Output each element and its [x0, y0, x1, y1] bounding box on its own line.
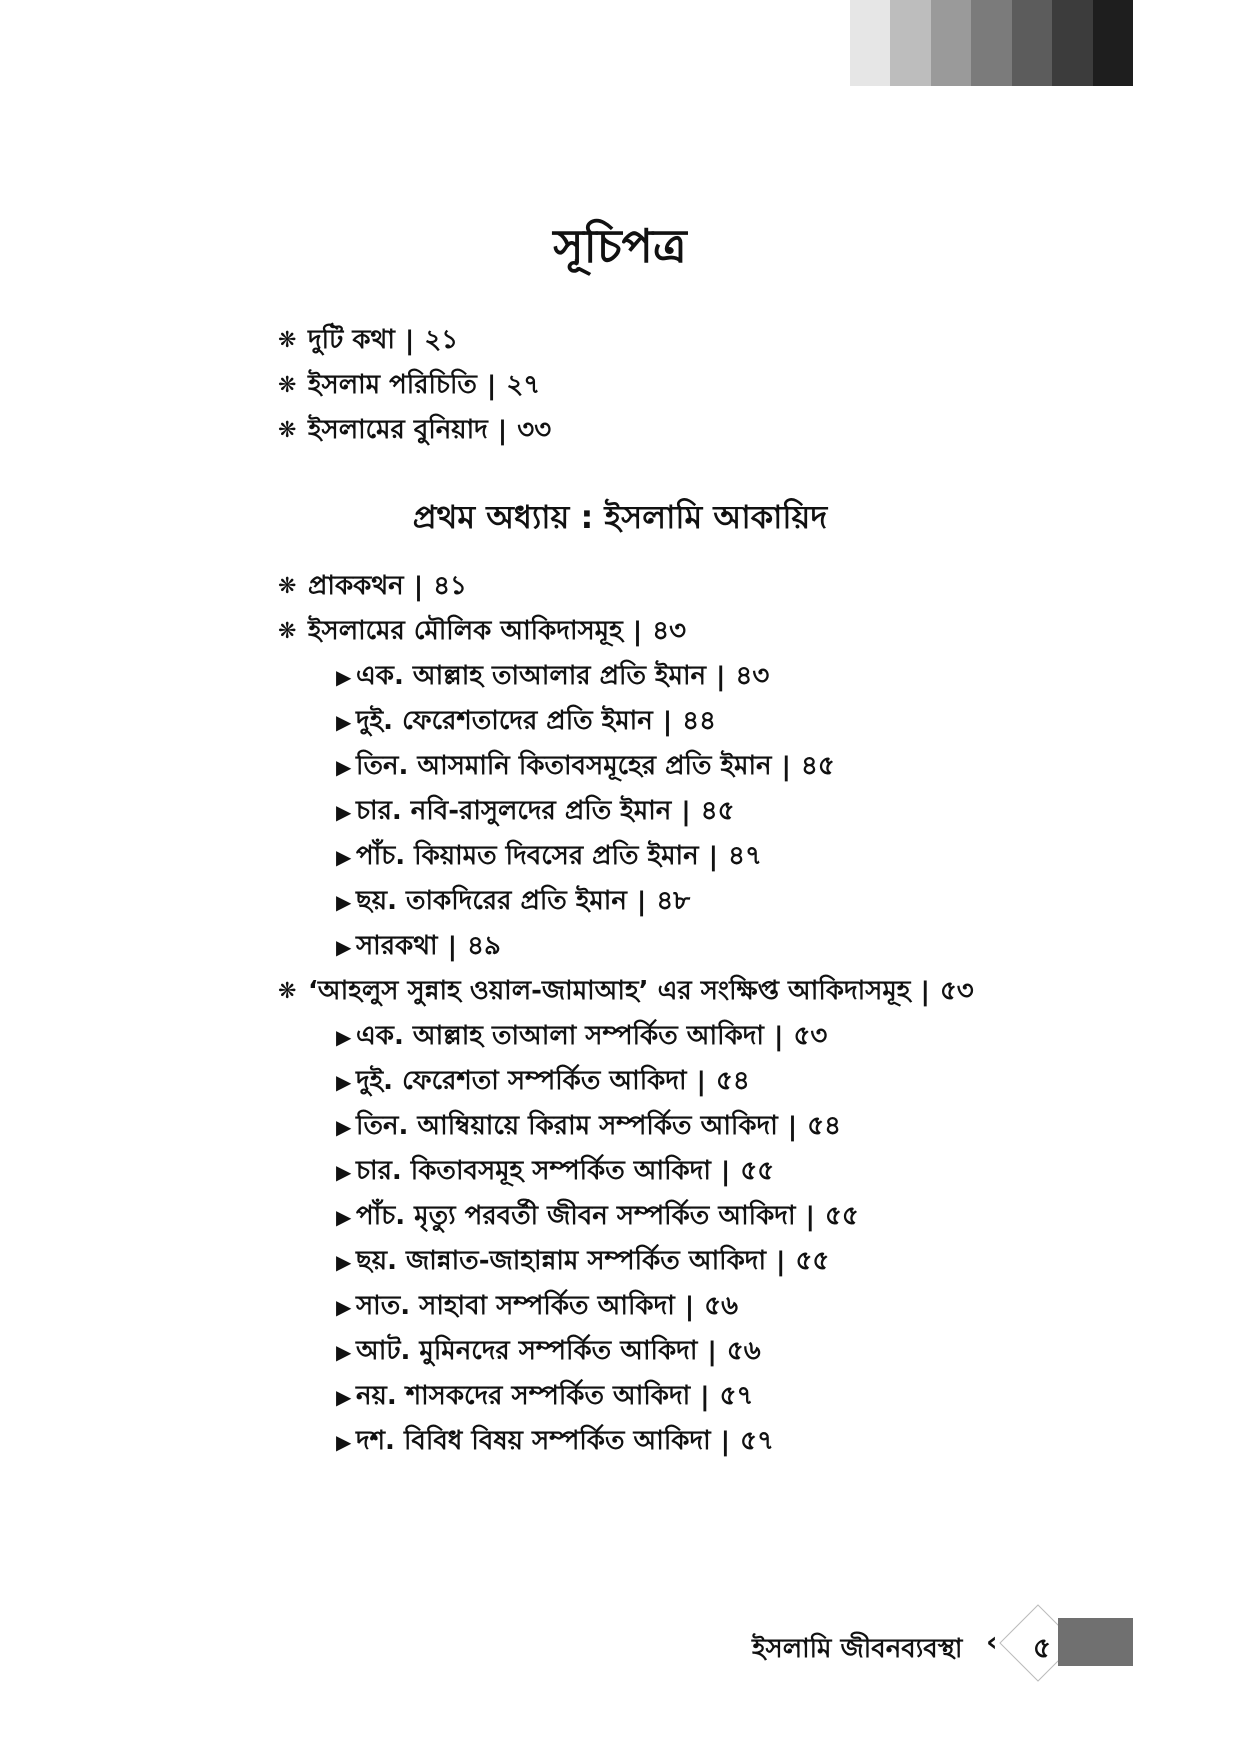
toc-page-number: ৪৫: [801, 750, 835, 781]
toc-page-number: ৫৪: [716, 1065, 750, 1096]
toc-separator: |: [681, 796, 691, 827]
arrow-bullet-icon: ▶: [336, 934, 352, 959]
toc-entry: [278, 834, 1178, 879]
gradient-segment: [931, 0, 971, 86]
toc-entry-label: সাত. সাহাবা সম্পর্কিত আকিদা: [356, 1290, 675, 1321]
flower-bullet-icon: ❋: [278, 979, 297, 1004]
toc-entry-label: দুই. ফেরেশতা সম্পর্কিত আকিদা: [356, 1065, 687, 1096]
toc-entry: [278, 924, 1178, 969]
toc-separator: |: [684, 1291, 695, 1322]
toc-entry-label: পাঁচ. কিয়ামত দিবসের প্রতি ইমান: [356, 840, 699, 871]
arrow-bullet-icon: ▶: [336, 1294, 352, 1319]
toc-entry: [278, 1284, 1178, 1329]
toc-entry: [278, 1104, 1178, 1149]
arrow-bullet-icon: ▶: [336, 844, 352, 869]
toc-entry: [278, 1329, 1178, 1374]
toc-entry-label: প্রাককথন: [308, 570, 404, 601]
toc-entry-label: নয়. শাসকদের সম্পর্কিত আকিদা: [356, 1380, 691, 1411]
toc-page-number: ২১: [424, 324, 459, 355]
flower-bullet-icon: ❋: [278, 619, 297, 644]
toc-separator: |: [447, 931, 458, 962]
toc-entry-label: দশ. বিবিধ বিষয় সম্পর্কিত আকিদা: [356, 1425, 711, 1456]
toc-entry: [278, 363, 1178, 408]
toc-separator: |: [700, 1381, 710, 1412]
arrow-bullet-icon: ▶: [336, 799, 352, 824]
toc-entry-label: ছয়. তাকদিরের প্রতি ইমান: [356, 885, 627, 916]
toc-entry: [278, 1149, 1178, 1194]
toc-entry: [278, 969, 1178, 1014]
toc-entry-label: ইসলামের বুনিয়াদ: [308, 414, 488, 445]
toc-page-number: ৫৩: [939, 975, 974, 1006]
toc-separator: |: [707, 1336, 717, 1367]
toc-page-number: ৪৭: [728, 840, 762, 871]
toc-page-number: ৩৩: [517, 414, 552, 445]
arrow-bullet-icon: ▶: [336, 1249, 352, 1274]
toc-entry-label: ‘আহলুস সুন্নাহ ওয়াল-জামাআহ’ এর সংক্ষিপ্ত আকিদাসমূহ: [308, 975, 911, 1006]
toc-page-number: ৪৮: [656, 885, 691, 916]
toc-entry-label: তিন. আসমানি কিতাবসমূহের প্রতি ইমান: [356, 750, 772, 781]
chapter-entries: [278, 564, 1178, 1464]
arrow-bullet-icon: ▶: [336, 709, 352, 734]
header-gradient-bar: [850, 0, 1133, 86]
toc-separator: |: [720, 1426, 731, 1457]
chevron-left-icon: ‹: [986, 1625, 998, 1658]
toc-entry: [278, 744, 1178, 789]
toc-separator: |: [497, 415, 508, 446]
toc-entry-label: দুই. ফেরেশতাদের প্রতি ইমান: [356, 705, 653, 736]
toc-separator: |: [404, 325, 415, 356]
arrow-bullet-icon: ▶: [336, 1384, 352, 1409]
toc-entry-label: চার. নবি-রাসুলদের প্রতি ইমান: [356, 795, 672, 826]
toc-page-number: ৪৫: [700, 795, 735, 826]
toc-page-number: ৫৪: [807, 1110, 841, 1141]
toc-page-number: ৪৩: [652, 615, 687, 646]
toc-entry: [278, 1194, 1178, 1239]
toc-separator: |: [486, 370, 497, 401]
chapter-heading: প্রথম অধ্যায় : ইসলামি আকায়িদ: [412, 498, 828, 536]
footer-book-title: ইসলামি জীবনব্যবস্থা: [752, 1634, 963, 1664]
toc-page-number: ৫৬: [726, 1335, 761, 1366]
gradient-segment: [1052, 0, 1092, 86]
toc-separator: |: [716, 661, 726, 692]
arrow-bullet-icon: ▶: [336, 1159, 352, 1184]
toc-page-number: ৫৫: [740, 1155, 775, 1186]
toc-entry: [278, 1419, 1178, 1464]
toc-page-number: ২৭: [506, 369, 541, 400]
toc-separator: |: [920, 976, 930, 1007]
toc-entry-label: এক. আল্লাহ তাআলা সম্পর্কিত আকিদা: [356, 1020, 764, 1051]
toc-entry: [278, 408, 1178, 453]
toc-page-number: ৫৩: [793, 1020, 828, 1051]
arrow-bullet-icon: ▶: [336, 1339, 352, 1364]
page-title: সূচিপত্র: [553, 219, 687, 273]
flower-bullet-icon: ❋: [278, 328, 297, 353]
gradient-segment: [850, 0, 890, 86]
toc-entry-label: ইসলাম পরিচিতি: [308, 369, 477, 400]
toc-separator: |: [773, 1021, 784, 1052]
arrow-bullet-icon: ▶: [336, 889, 352, 914]
toc-entry: [278, 879, 1178, 924]
toc-entry: [278, 789, 1178, 834]
arrow-bullet-icon: ▶: [336, 754, 352, 779]
toc-entry: [278, 654, 1178, 699]
gradient-segment: [890, 0, 930, 86]
toc-page-number: ৫৭: [740, 1425, 774, 1456]
toc-separator: |: [787, 1111, 798, 1142]
toc-entry-label: এক. আল্লাহ তাআলার প্রতি ইমান: [356, 660, 707, 691]
toc-entry-label: তিন. আম্বিয়ায়ে কিরাম সম্পর্কিত আকিদা: [356, 1110, 778, 1141]
toc-separator: |: [662, 706, 673, 737]
toc-entry: [278, 609, 1178, 654]
toc-separator: |: [696, 1066, 707, 1097]
intro-entries: [278, 318, 1178, 453]
toc-page-number: ৫৫: [795, 1245, 830, 1276]
gradient-segment: [971, 0, 1011, 86]
toc-entry-label: ছয়. জান্নাত-জাহান্নাম সম্পর্কিত আকিদা: [356, 1245, 766, 1276]
arrow-bullet-icon: ▶: [336, 664, 352, 689]
gradient-segment: [1012, 0, 1052, 86]
arrow-bullet-icon: ▶: [336, 1429, 352, 1454]
gradient-segment: [1093, 0, 1133, 86]
flower-bullet-icon: ❋: [278, 418, 297, 443]
toc-separator: |: [776, 1246, 786, 1277]
toc-entry: [278, 1239, 1178, 1284]
toc-separator: |: [720, 1156, 731, 1187]
toc-separator: |: [413, 571, 424, 602]
toc-entry: [278, 564, 1178, 609]
toc-separator: |: [708, 841, 719, 872]
toc-entry: [278, 318, 1178, 363]
toc-entry: [278, 1374, 1178, 1419]
footer-band: [1058, 1618, 1133, 1666]
arrow-bullet-icon: ▶: [336, 1024, 352, 1049]
arrow-bullet-icon: ▶: [336, 1204, 352, 1229]
flower-bullet-icon: ❋: [278, 574, 297, 599]
toc-entry-label: ইসলামের মৌলিক আকিদাসমূহ: [308, 615, 623, 646]
toc-page-number: ৫৬: [704, 1290, 739, 1321]
toc-entry: [278, 1059, 1178, 1104]
toc-entry-label: আট. মুমিনদের সম্পর্কিত আকিদা: [356, 1335, 698, 1366]
toc-separator: |: [805, 1201, 815, 1232]
toc-page-number: ৪৪: [682, 705, 716, 736]
toc-entry-label: দুটি কথা: [308, 324, 395, 355]
toc-separator: |: [632, 616, 643, 647]
toc-entry: [278, 1014, 1178, 1059]
toc-entry-label: পাঁচ. মৃত্যু পরবর্তী জীবন সম্পর্কিত আকিদা: [356, 1200, 796, 1231]
toc-page-number: ৫৫: [825, 1200, 859, 1231]
page-number: ৫: [1032, 1631, 1052, 1664]
toc-page-number: ৫৭: [719, 1380, 754, 1411]
toc-entry-label: সারকথা: [356, 930, 438, 961]
toc-page-number: ৪৩: [735, 660, 770, 691]
toc-separator: |: [636, 886, 647, 917]
toc-entry-label: চার. কিতাবসমূহ সম্পর্কিত আকিদা: [356, 1155, 711, 1186]
toc-entry: [278, 699, 1178, 744]
toc-page-number: ৪৯: [467, 930, 501, 961]
arrow-bullet-icon: ▶: [336, 1114, 352, 1139]
arrow-bullet-icon: ▶: [336, 1069, 352, 1094]
toc-page-number: ৪১: [433, 570, 467, 601]
flower-bullet-icon: ❋: [278, 373, 297, 398]
toc-separator: |: [781, 751, 792, 782]
